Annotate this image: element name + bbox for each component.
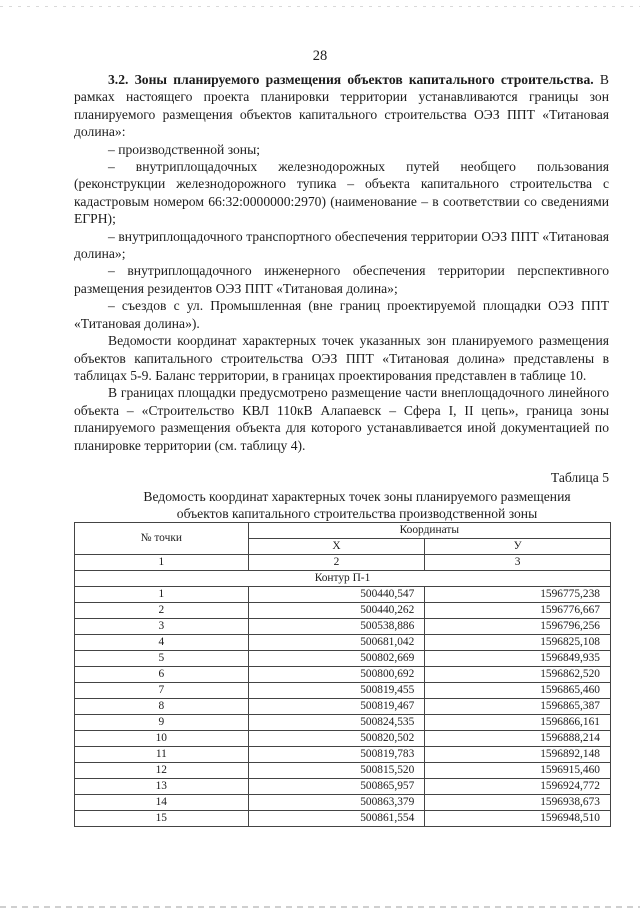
- table-row: [75, 699, 611, 715]
- table-row: [75, 731, 611, 747]
- point-number-cell: 6: [75, 667, 249, 683]
- table-title-line: Ведомость координат характерных точек зоны планируемого размещения: [143, 489, 571, 504]
- y-coordinate-cell: 1596862,520: [425, 667, 611, 683]
- body-text: [74, 71, 609, 454]
- table-row: [75, 811, 611, 827]
- table-row: [75, 763, 611, 779]
- point-number-cell: 3: [75, 619, 249, 635]
- column-number: 2: [248, 555, 425, 571]
- x-coordinate-cell: 500819,783: [248, 747, 425, 763]
- y-coordinate-cell: 1596849,935: [425, 651, 611, 667]
- y-coordinate-cell: 1596948,510: [425, 811, 611, 827]
- table-title-line: объектов капитального строительства производственной зоны: [176, 506, 538, 521]
- header-y: У: [425, 539, 611, 555]
- contour-label: Контур П-1: [75, 571, 611, 587]
- table-row: [75, 619, 611, 635]
- section-paragraph: [74, 71, 609, 141]
- list-item: – производственной зоны;: [108, 141, 260, 157]
- table-header-row: [75, 523, 611, 539]
- point-number-cell: 1: [75, 587, 249, 603]
- y-coordinate-cell: 1596915,460: [425, 763, 611, 779]
- header-coords: Координаты: [248, 523, 610, 539]
- table-row: [75, 587, 611, 603]
- x-coordinate-cell: 500819,455: [248, 683, 425, 699]
- column-number-row: [75, 555, 611, 571]
- point-number-cell: 11: [75, 747, 249, 763]
- point-number-cell: 4: [75, 635, 249, 651]
- table-title: [62, 488, 640, 522]
- scan-artifact-top: [0, 6, 640, 7]
- point-number-cell: 15: [75, 811, 249, 827]
- coordinates-table: [74, 522, 611, 827]
- x-coordinate-cell: 500681,042: [248, 635, 425, 651]
- x-coordinate-cell: 500820,502: [248, 731, 425, 747]
- list-item: – внутриплощадочных железнодорожных путей необщего пользования (реконструкции железнодорожного тупика – объекта капитального строительства с кадастровым номером 66:32:0000000:2970) (наименование – в соответствии со сведениями ЕГРН);: [74, 159, 609, 227]
- table-row: [75, 715, 611, 731]
- section-number: 3.2.: [108, 72, 129, 87]
- table-row: [75, 651, 611, 667]
- point-number-cell: 10: [75, 731, 249, 747]
- column-number: 1: [75, 555, 249, 571]
- header-x: X: [248, 539, 425, 555]
- x-coordinate-cell: 500861,554: [248, 811, 425, 827]
- paragraph-linear-object: В границах площадки предусмотрено размещение части внеплощадочного линейного объекта – «Строительство КВЛ 110кВ Алапаевск – Сфера I, II цепь», граница зоны планируемого размещения объекта для которого устанавливается иной документацией по планировке территории (см. таблицу 4).: [74, 385, 609, 453]
- header-point: № точки: [75, 523, 249, 555]
- table-row: [75, 667, 611, 683]
- y-coordinate-cell: 1596892,148: [425, 747, 611, 763]
- x-coordinate-cell: 500824,535: [248, 715, 425, 731]
- x-coordinate-cell: 500802,669: [248, 651, 425, 667]
- x-coordinate-cell: 500863,379: [248, 795, 425, 811]
- x-coordinate-cell: 500815,520: [248, 763, 425, 779]
- list-item: – внутриплощадочного инженерного обеспечения территории перспективного размещения резидентов ОЭЗ ППТ «Титановая долина»;: [74, 263, 609, 296]
- x-coordinate-cell: 500538,886: [248, 619, 425, 635]
- table-row: [75, 747, 611, 763]
- point-number-cell: 2: [75, 603, 249, 619]
- point-number-cell: 9: [75, 715, 249, 731]
- y-coordinate-cell: 1596866,161: [425, 715, 611, 731]
- y-coordinate-cell: 1596865,387: [425, 699, 611, 715]
- point-number-cell: 13: [75, 779, 249, 795]
- x-coordinate-cell: 500440,262: [248, 603, 425, 619]
- point-number-cell: 5: [75, 651, 249, 667]
- y-coordinate-cell: 1596776,667: [425, 603, 611, 619]
- page-number: 28: [312, 48, 328, 64]
- y-coordinate-cell: 1596825,108: [425, 635, 611, 651]
- y-coordinate-cell: 1596938,673: [425, 795, 611, 811]
- table-row: [75, 683, 611, 699]
- table-row: [75, 603, 611, 619]
- point-number-cell: 8: [75, 699, 249, 715]
- section-intro: В рамках настоящего проекта планировки территории устанавливаются границы зон планируемого размещения объектов капитального строительства ОЭЗ ППТ «Титановая долина»:: [74, 72, 609, 140]
- list-item: – внутриплощадочного транспортного обеспечения территории ОЭЗ ППТ «Титановая долина»;: [74, 228, 609, 262]
- y-coordinate-cell: 1596924,772: [425, 779, 611, 795]
- x-coordinate-cell: 500440,547: [248, 587, 425, 603]
- point-number-cell: 12: [75, 763, 249, 779]
- contour-row: [75, 571, 611, 587]
- x-coordinate-cell: 500800,692: [248, 667, 425, 683]
- table-row: [75, 635, 611, 651]
- table-row: [75, 779, 611, 795]
- table-label: Таблица 5: [550, 470, 609, 485]
- x-coordinate-cell: 500865,957: [248, 779, 425, 795]
- section-title: Зоны планируемого размещения объектов капитального строительства.: [134, 72, 594, 87]
- list-item: – съездов с ул. Промышленная (вне границ проектируемой площадки ОЭЗ ППТ «Титановая долина»).: [74, 298, 609, 331]
- point-number-cell: 14: [75, 795, 249, 811]
- x-coordinate-cell: 500819,467: [248, 699, 425, 715]
- column-number: 3: [425, 555, 611, 571]
- y-coordinate-cell: 1596775,238: [425, 587, 611, 603]
- paragraph-tables-ref: Ведомости координат характерных точек указанных зон планируемого размещения объектов капитального строительства ОЭЗ ППТ «Титановая долина» представлены в таблицах 5-9. Баланс территории, в границах проектирования представлен в таблице 10.: [74, 333, 609, 383]
- y-coordinate-cell: 1596888,214: [425, 731, 611, 747]
- scan-artifact-bottom: [0, 906, 640, 908]
- y-coordinate-cell: 1596865,460: [425, 683, 611, 699]
- y-coordinate-cell: 1596796,256: [425, 619, 611, 635]
- point-number-cell: 7: [75, 683, 249, 699]
- table-row: [75, 795, 611, 811]
